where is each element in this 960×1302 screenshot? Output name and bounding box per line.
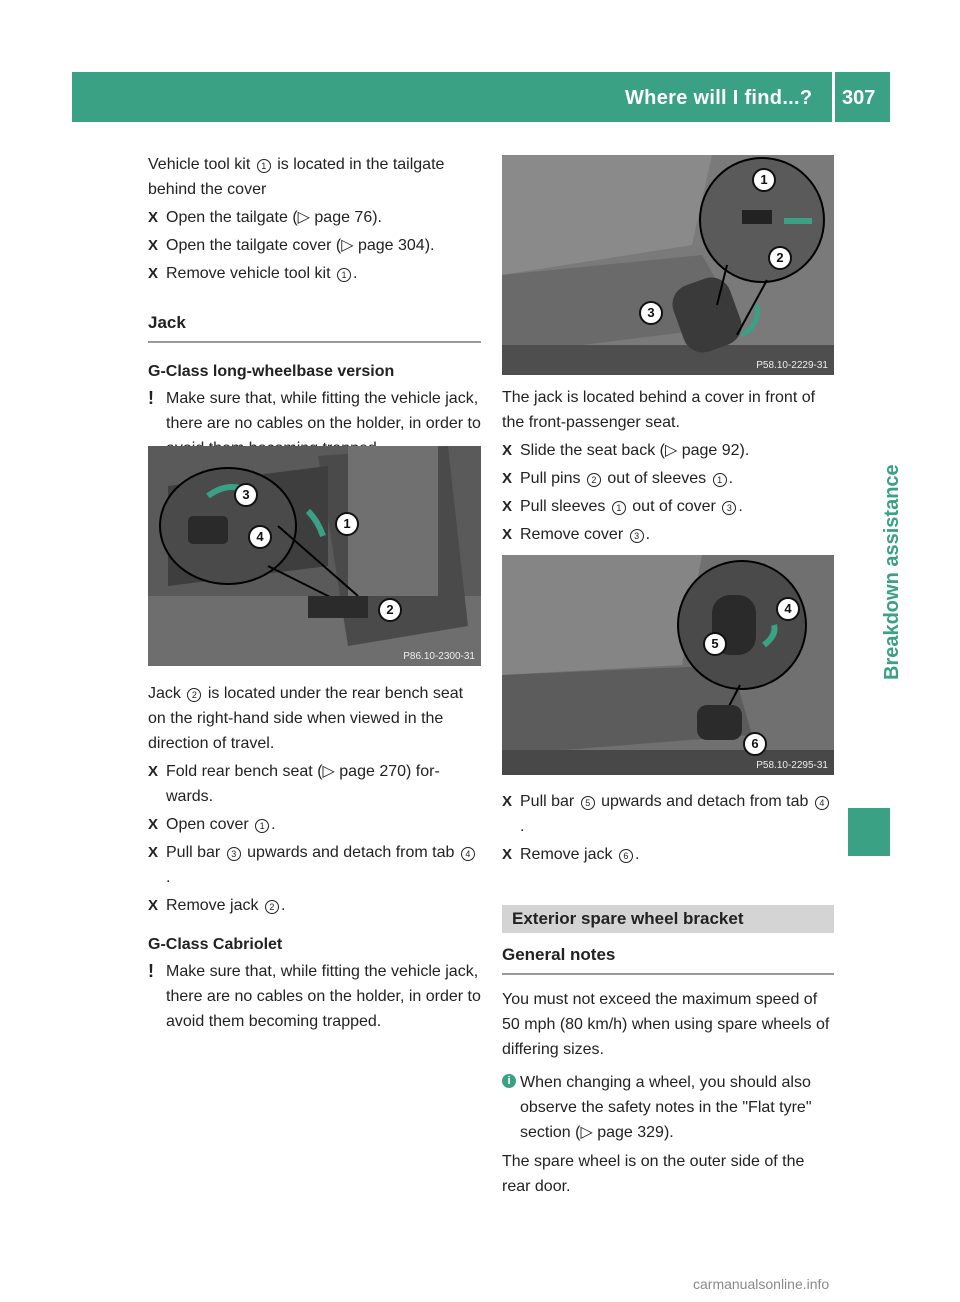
callout-5: 5: [703, 632, 727, 656]
callout-6: 6: [743, 732, 767, 756]
left-column: [148, 152, 481, 461]
photo-code: P86.10-2300-31: [403, 651, 475, 662]
info-note: i When changing a wheel, you should also observe the safety notes in the "Flat tyre" section (▷ page 329).: [502, 1070, 834, 1145]
warning-note: ! Make sure that, while fitting the vehicle jack, there are no cables on the holder, in order to avoid them becoming trapped.: [148, 961, 481, 1030]
callout-3: 3: [234, 483, 258, 507]
photo-code: P58.10-2295-31: [756, 760, 828, 771]
right-column: [502, 385, 834, 547]
callout-2: 2: [378, 598, 402, 622]
cabriolet-heading: G-Class Cabriolet: [148, 936, 283, 953]
left-column-lower: [148, 681, 481, 1034]
list-item: X Pull pins 2 out of sleeves 1 .: [502, 470, 734, 487]
photo-code: P58.10-2229-31: [756, 360, 828, 371]
general-notes-text: You must not exceed the maximum speed of 50 mph (80 km/h) when using spare wheels of differing sizes.: [502, 991, 830, 1058]
warning-icon: !: [148, 388, 154, 408]
page-number: 307: [842, 87, 876, 109]
list-item: X Remove jack 6 .: [502, 846, 640, 863]
callout-ref-1: 1: [257, 159, 271, 173]
header-divider: [832, 72, 835, 122]
jack-heading: Jack: [148, 310, 481, 343]
warning-note: ! Make sure that, while fitting the vehicle jack, there are no cables on the holder, in order to: [148, 388, 481, 432]
passenger-jack-intro: The jack is located behind a cover in front of the front-passenger seat.: [502, 389, 816, 431]
list-item: X Slide the seat back (▷ page 92).: [502, 442, 750, 459]
section-title-bar: Exterior spare wheel bracket: [502, 905, 834, 933]
info-icon: i: [502, 1074, 516, 1088]
callout-3: 3: [639, 301, 663, 325]
spare-wheel-section: [502, 942, 834, 1199]
right-column-lower: [502, 786, 834, 867]
warning-icon: !: [148, 961, 154, 981]
list-item: X Remove vehicle tool kit 1 .: [148, 265, 358, 282]
callout-2: 2: [768, 246, 792, 270]
general-notes-heading: General notes: [502, 942, 834, 975]
side-tab-label: Breakdown assistance: [881, 464, 903, 680]
list-item: X Pull sleeves 1 out of cover 3 .: [502, 498, 743, 515]
jack-photo-detach: [502, 555, 834, 775]
spare-wheel-location: The spare wheel is on the outer side of the rear door.: [502, 1153, 805, 1195]
page-title: Where will I find...?: [625, 87, 813, 109]
seat-detail-illustration: [502, 555, 834, 775]
jack-photo-rear-bench: [148, 446, 481, 666]
jack-location-text: Jack 2 is located under the rear bench seat on the right-hand side when viewed in the direction of travel.: [148, 685, 464, 752]
lwb-heading: G-Class long-wheelbase version: [148, 363, 395, 380]
callout-1: 1: [335, 512, 359, 536]
side-tab-block: [848, 808, 890, 856]
list-item: X Pull bar 5 upwards and detach from tab 4.: [502, 789, 834, 839]
list-item: X Fold rear bench seat (▷ page 270) for-wards.: [148, 763, 440, 805]
list-item: X Remove jack 2 .: [148, 897, 286, 914]
callout-1: 1: [752, 168, 776, 192]
jack-photo-illustration: [148, 446, 481, 666]
watermark: carmanualsonline.info: [693, 1276, 830, 1292]
list-item: X Open the tailgate cover (▷ page 304).: [148, 237, 435, 254]
callout-4: 4: [248, 525, 272, 549]
list-item: X Open cover 1 .: [148, 816, 276, 833]
tool-kit-intro: Vehicle tool kit 1 is located in the tailgate behind the cover: [148, 156, 445, 198]
callout-4: 4: [776, 597, 800, 621]
list-item: X Remove cover 3 .: [502, 526, 651, 543]
list-item: X Open the tailgate (▷ page 76).: [148, 209, 382, 226]
list-item: X Pull bar 3 upwards and detach from tab 4.: [148, 840, 481, 890]
jack-photo-passenger-seat: [502, 155, 834, 375]
